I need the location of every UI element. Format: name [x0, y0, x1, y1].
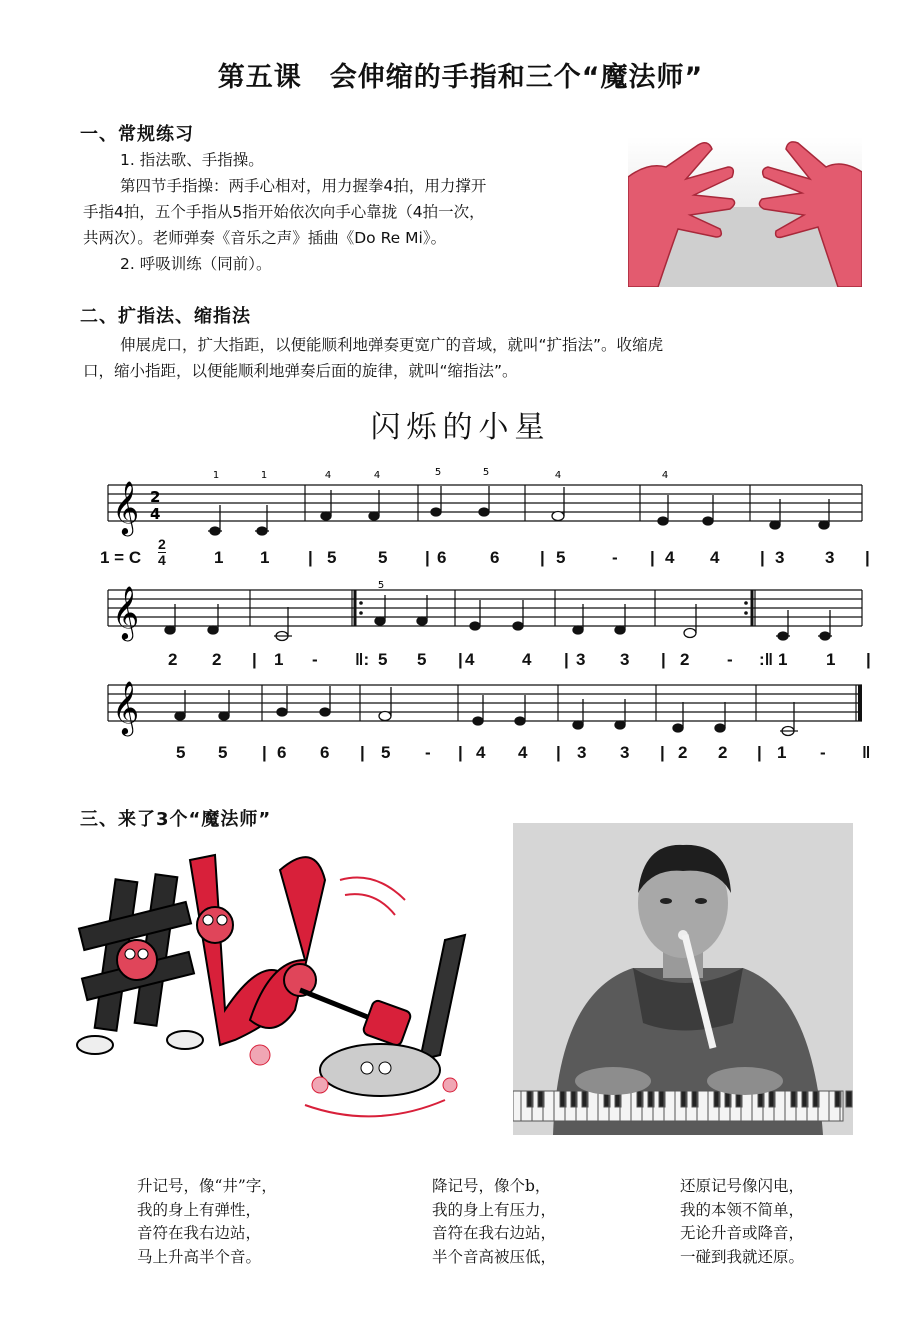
jianpu-barline: ‖	[862, 743, 871, 762]
poem-line: 还原记号像闪电，	[680, 1177, 805, 1195]
jianpu-barline: |	[540, 548, 545, 567]
jianpu-note: 4	[518, 743, 528, 762]
jianpu-note: 5	[378, 548, 388, 567]
jianpu-barline: |	[760, 548, 765, 567]
svg-text:2: 2	[150, 488, 161, 506]
jianpu-note: 4	[522, 650, 532, 669]
poem-line: 音符在我右边站，	[432, 1224, 557, 1242]
jianpu-note: 2	[718, 743, 728, 762]
jianpu-row-3	[0, 743, 921, 765]
treble-clef-icon: 𝄞	[112, 680, 140, 734]
jianpu-note: 2	[678, 743, 688, 762]
jianpu-barline: |	[458, 650, 463, 669]
svg-text:4: 4	[150, 505, 161, 523]
jianpu-barline: |	[308, 548, 313, 567]
staff-row-1	[100, 465, 870, 545]
jianpu-row-2	[0, 650, 921, 672]
jianpu-barline: |	[360, 743, 365, 762]
jianpu-note: 1	[214, 548, 224, 567]
fingering-mark: 5	[434, 467, 442, 478]
magician-cartoon	[75, 840, 475, 1140]
jianpu-note: 1	[777, 743, 787, 762]
section2-para-line2: 口，缩小指距，以便能顺利地弹奏后面的旋律，就叫“缩指法”。	[83, 362, 518, 380]
staff-row-2	[100, 575, 870, 650]
jianpu-note: 6	[490, 548, 500, 567]
jianpu-barline: :‖	[759, 650, 774, 669]
jianpu-note: 5	[176, 743, 186, 762]
jianpu-barline: |	[866, 650, 871, 669]
poem-line: 我的身上有弹性，	[137, 1200, 262, 1219]
jianpu-note: 3	[825, 548, 835, 567]
poem-sharp	[137, 1175, 277, 1269]
section1-item1: 1. 指法歌、手指操。	[120, 151, 264, 169]
treble-clef-icon: 𝄞	[112, 480, 140, 534]
jianpu-note: 2	[212, 650, 222, 669]
section1-para-line3: 共两次）。老师弹奏《音乐之声》插曲《Do Re Mi》。	[83, 229, 447, 247]
jianpu-note: 6	[277, 743, 287, 762]
jianpu-note: 1	[826, 650, 836, 669]
jianpu-barline: |	[660, 743, 665, 762]
fingering-mark: 4	[324, 470, 332, 481]
jianpu-note: 5	[218, 743, 228, 762]
fingering-mark: 5	[482, 467, 490, 478]
jianpu-note: -	[425, 743, 431, 762]
jianpu-barline: |	[865, 548, 870, 567]
jianpu-barline: |	[564, 650, 569, 669]
jianpu-barline: |	[661, 650, 666, 669]
fingering-mark: 1	[212, 470, 220, 481]
jianpu-barline: |	[252, 650, 257, 669]
jianpu-note: 1	[778, 650, 788, 669]
fingering-mark: 4	[661, 470, 669, 481]
jianpu-barline: |	[650, 548, 655, 567]
poem-line: 马上升高半个音。	[137, 1247, 262, 1266]
jianpu-barline: |	[556, 743, 561, 762]
jianpu-note: 3	[576, 650, 586, 669]
jianpu-note: 2	[680, 650, 690, 669]
staff-row-3	[100, 670, 870, 745]
jianpu-note: 5	[417, 650, 427, 669]
poem-line: 我的身上有压力，	[432, 1200, 557, 1219]
jianpu-note: 4	[465, 650, 475, 669]
jianpu-note: -	[820, 743, 826, 762]
jianpu-note: 6	[437, 548, 447, 567]
lesson-title: 第五课 会伸缩的手指和三个“魔法师”	[217, 62, 704, 93]
jianpu-barline: |	[757, 743, 762, 762]
hands-illustration	[628, 137, 862, 287]
jianpu-note: 4	[710, 548, 720, 567]
jianpu-note: 2	[168, 650, 178, 669]
poem-line: 半个音高被压低，	[432, 1247, 557, 1266]
jianpu-note: -	[612, 548, 618, 567]
jianpu-note: -	[727, 650, 733, 669]
poem-line: 无论升音或降音，	[680, 1224, 805, 1242]
jianpu-barline: |	[458, 743, 463, 762]
jianpu-note: 3	[775, 548, 785, 567]
poem-natural	[680, 1175, 804, 1269]
fingering-mark: 5	[377, 580, 385, 591]
section3-heading: 三、来了3个“魔法师”	[80, 809, 272, 830]
fingering-mark: 4	[373, 470, 381, 481]
jianpu-note: 3	[577, 743, 587, 762]
poem-line: 降记号，像个b，	[432, 1177, 551, 1195]
section2-para-line1: 伸展虎口，扩大指距，以便能顺利地弹奏更宽广的音域，就叫“扩指法”。收缩虎	[120, 336, 664, 354]
section1-para-line2: 手指4拍，五个手指从5指开始依次向手心靠拢（4拍一次，	[83, 203, 485, 221]
jianpu-note: 1	[260, 548, 270, 567]
jianpu-time-signature: 2 4	[158, 536, 166, 568]
section1-heading: 一、常规练习	[80, 124, 194, 145]
poem-line: 我的本领不简单，	[680, 1200, 805, 1219]
section2-heading: 二、扩指法、缩指法	[80, 306, 251, 327]
jianpu-note: 5	[378, 650, 388, 669]
jianpu-note: 3	[620, 650, 630, 669]
jianpu-barline: ‖:	[355, 650, 370, 669]
poem-line: 音符在我右边站，	[137, 1224, 262, 1242]
girl-playing-melodica-photo	[513, 823, 853, 1135]
fingering-mark: 4	[554, 470, 562, 481]
jianpu-note: 4	[665, 548, 675, 567]
jianpu-barline: |	[425, 548, 430, 567]
jianpu-note: 4	[476, 743, 486, 762]
jianpu-note: 5	[381, 743, 391, 762]
jianpu-note: 5	[327, 548, 337, 567]
jianpu-note: 6	[320, 743, 330, 762]
jianpu-note: 1	[274, 650, 284, 669]
fingering-mark: 1	[260, 470, 268, 481]
jianpu-note: 5	[556, 548, 566, 567]
song-title: 闪烁的小星	[370, 410, 551, 445]
jianpu-note: -	[312, 650, 318, 669]
poem-flat	[432, 1175, 556, 1269]
jianpu-barline: |	[262, 743, 267, 762]
section1-item2: 2. 呼吸训练（同前）。	[120, 255, 272, 273]
poem-line: 一碰到我就还原。	[680, 1247, 805, 1266]
jianpu-row-1	[0, 548, 921, 570]
section1-para-line1: 第四节手指操：两手心相对，用力握拳4拍，用力撑开	[120, 177, 487, 195]
key-signature: 1 = C	[100, 548, 142, 567]
poem-line: 升记号，像“井”字，	[137, 1177, 277, 1195]
treble-clef-icon: 𝄞	[112, 585, 140, 639]
jianpu-note: 3	[620, 743, 630, 762]
